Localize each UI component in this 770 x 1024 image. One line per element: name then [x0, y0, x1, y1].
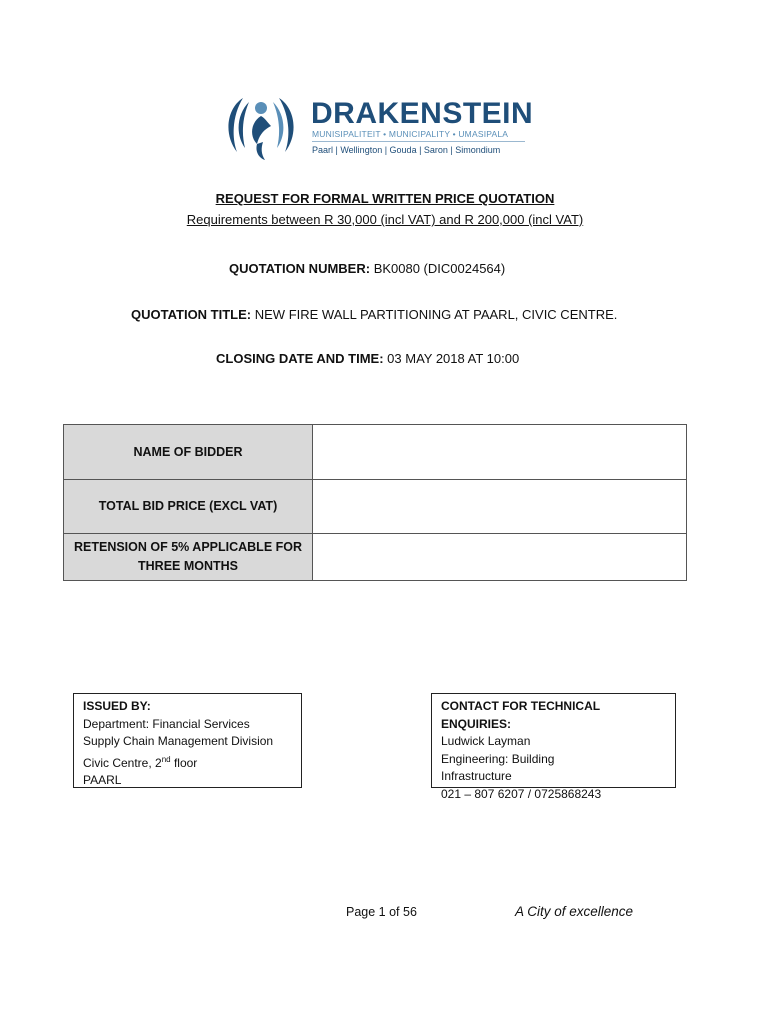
retension-label-line1: RETENSION OF 5% APPLICABLE FOR: [73, 540, 303, 554]
issued-by-town: PAARL: [83, 773, 122, 788]
quotation-number-value: BK0080 (DIC0024564): [373, 261, 506, 276]
issued-by-location: [83, 751, 292, 773]
closing-date-value: 03 MAY 2018 AT 10:00: [387, 351, 520, 366]
bidder-name-field[interactable]: [313, 425, 687, 480]
bid-table: [63, 424, 687, 581]
retension-label-line2: THREE MONTHS: [138, 559, 238, 573]
table-row: [64, 425, 687, 480]
issued-by-floor-text: floor: [170, 755, 198, 770]
retension-field[interactable]: [313, 534, 687, 581]
quotation-title-value: NEW FIRE WALL PARTITIONING AT PAARL, CIVIC CENTRE.: [254, 307, 618, 322]
contact-dept-line2: Infrastructure: [441, 769, 512, 784]
quotation-number-label: QUOTATION NUMBER:: [229, 261, 371, 276]
document-subtitle: Requirements between R 30,000 (incl VAT) and R 200,000 (incl VAT): [186, 212, 584, 227]
issued-by-floor-suffix: nd: [161, 754, 171, 764]
bidder-name-label: NAME OF BIDDER: [64, 425, 313, 480]
issued-by-title: ISSUED BY:: [83, 699, 151, 713]
municipality-logo: [221, 92, 534, 164]
contact-name: Ludwick Layman: [441, 734, 531, 749]
total-bid-price-label: TOTAL BID PRICE (EXCL VAT): [64, 480, 313, 534]
quotation-title-label: QUOTATION TITLE:: [131, 307, 252, 322]
footer-tagline: A City of excellence: [515, 904, 634, 919]
contact-title: CONTACT FOR TECHNICAL ENQUIRIES:: [441, 699, 600, 731]
closing-date-label: CLOSING DATE AND TIME:: [216, 351, 384, 366]
contact-box: [431, 693, 676, 801]
contact-phone: 021 – 807 6207 / 0725868243: [441, 786, 602, 801]
logo-towns: Paarl | Wellington | Gouda | Saron | Simondium: [312, 145, 501, 155]
issued-by-department: Department: Financial Services: [83, 716, 250, 731]
quotation-title: [131, 307, 617, 322]
page-number: Page 1 of 56: [346, 905, 417, 919]
document-title: REQUEST FOR FORMAL WRITTEN PRICE QUOTATION: [215, 191, 555, 206]
issued-by-division: Supply Chain Management Division: [83, 734, 274, 749]
issued-by-location-text: Civic Centre, 2: [83, 755, 162, 770]
table-row: [64, 480, 687, 534]
logo-wordmark: DRAKENSTEIN: [311, 97, 534, 130]
retension-label: [64, 534, 313, 581]
quotation-number: [229, 261, 505, 276]
total-bid-price-field[interactable]: [313, 480, 687, 534]
closing-date: [216, 351, 519, 366]
logo-emblem-icon: [221, 92, 301, 164]
contact-dept-line1: Engineering: Building: [441, 751, 555, 766]
table-row: [64, 534, 687, 581]
logo-divider: [312, 141, 525, 142]
issued-by-box: [73, 693, 302, 788]
logo-subtitle: MUNISIPALITEIT • MUNICIPALITY • UMASIPALA: [312, 129, 509, 139]
